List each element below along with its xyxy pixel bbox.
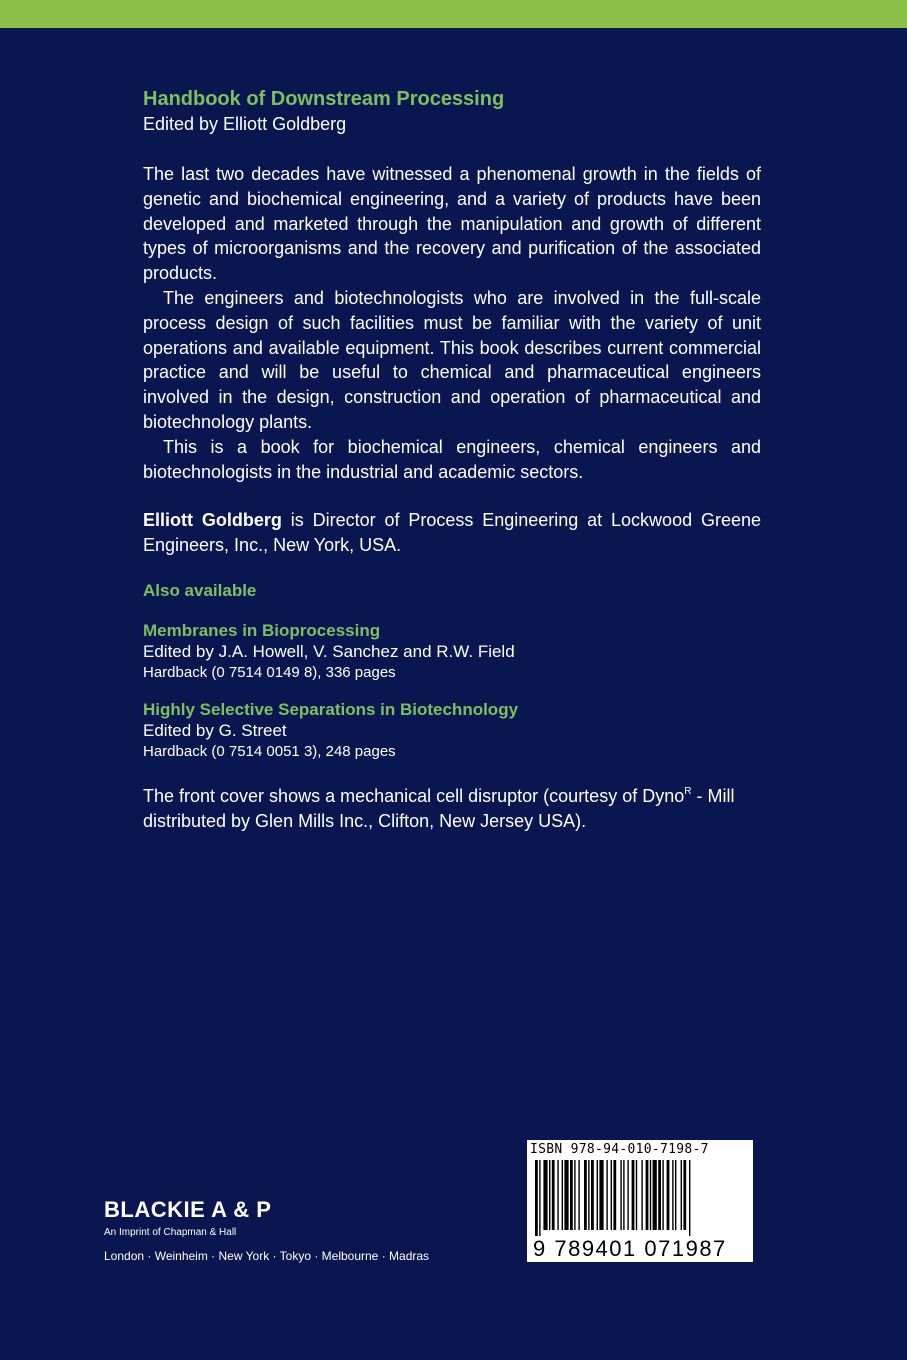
- barcode-bar: [620, 1160, 621, 1230]
- related-book-title: Membranes in Bioprocessing: [143, 620, 381, 640]
- registered-mark: R: [684, 785, 692, 797]
- barcode-bar: [570, 1160, 573, 1230]
- cover-note-text-end: - Mill distributed by Glen Mills Inc., Clifton, New Jersey USA).: [143, 785, 735, 831]
- isbn-label: ISBN 978-94-010-7198-7: [530, 1142, 709, 1157]
- barcode-bar: [646, 1160, 649, 1230]
- barcode-bar: [552, 1160, 555, 1230]
- barcode-bar: [549, 1160, 550, 1230]
- related-book-info: Hardback (0 7514 0149 8), 336 pages: [143, 663, 396, 681]
- barcode-bar: [599, 1160, 603, 1230]
- related-book-info: Hardback (0 7514 0051 3), 248 pages: [143, 742, 396, 760]
- barcode-bar: [539, 1160, 540, 1236]
- barcode-bar: [597, 1160, 598, 1230]
- back-cover-text: [143, 86, 761, 834]
- author-bio-text: is Director of Process Engineering at Lockwood Greene Engineers, Inc., New York, USA.: [143, 510, 761, 556]
- barcode-bar: [662, 1160, 663, 1230]
- barcode-bar: [627, 1160, 628, 1230]
- barcode-bar: [653, 1160, 657, 1230]
- isbn-digits: 9 789401 071987: [533, 1236, 727, 1261]
- also-available-heading: Also available: [143, 580, 257, 600]
- barcode-bar: [650, 1160, 651, 1230]
- isbn-barcode: [527, 1140, 753, 1262]
- barcode-bar: [562, 1160, 563, 1230]
- barcode-bar: [613, 1160, 616, 1230]
- barcode-bar: [623, 1160, 624, 1230]
- related-book: [143, 699, 761, 762]
- publisher-block: [104, 1196, 429, 1264]
- publisher-name: BLACKIE A & P: [104, 1197, 272, 1222]
- barcode-bar: [584, 1160, 587, 1230]
- top-color-bar: [0, 0, 907, 28]
- barcode-bar: [588, 1160, 589, 1230]
- book-editor: Edited by Elliott Goldberg: [143, 114, 347, 134]
- barcode-bar: [672, 1160, 673, 1230]
- barcode-bar: [535, 1160, 538, 1236]
- related-book: [143, 620, 761, 683]
- description-paragraph-1: The last two decades have witnessed a phenomenal growth in the fields of genetic and biochemical engineering, and a variety of products have been developed and marketed through the manipulation and growth of different types of microorganisms and the recovery and purification of the associated products.: [143, 164, 761, 284]
- barcode-bar: [675, 1160, 676, 1230]
- author-name: Elliott Goldberg: [143, 510, 282, 531]
- barcode-bar: [557, 1160, 558, 1230]
- barcode-bar: [564, 1160, 568, 1230]
- barcode-bar: [658, 1160, 661, 1230]
- cover-image-note: [143, 780, 761, 834]
- barcode-bar: [574, 1160, 575, 1230]
- barcode-bar: [578, 1160, 579, 1230]
- related-book-editor: Edited by G. Street: [143, 720, 287, 740]
- description-paragraph-2: The engineers and biotechnologists who are involved in the full-scale process design of such facilities must be familiar with the variety of unit operations and available equipment. This book describes current commercial practice and will be useful to chemical and pharmaceutical engineers involved in the design, construction and operation of pharmaceutical and biotechnology plants.: [143, 287, 761, 432]
- publisher-imprint: An Imprint of Chapman & Hall: [104, 1227, 237, 1238]
- barcode-bar: [591, 1160, 594, 1230]
- barcode-bar: [543, 1160, 547, 1230]
- barcode-bar: [689, 1160, 690, 1236]
- barcode-bar: [636, 1160, 637, 1230]
- author-bio: [143, 508, 761, 558]
- barcode-bar: [641, 1160, 642, 1230]
- barcode-bar: [611, 1160, 612, 1230]
- publisher-cities: London · Weinheim · New York · Tokyo · Melbourne · Madras: [104, 1249, 430, 1263]
- related-book-title: Highly Selective Separations in Biotechnology: [143, 699, 519, 719]
- barcode-bar: [681, 1160, 682, 1230]
- description-paragraph-3: This is a book for biochemical engineers, chemical engineers and biotechnologists in the industrial and academic sectors.: [143, 436, 761, 482]
- barcode-bar: [632, 1160, 635, 1230]
- barcode-icon: [533, 1160, 747, 1236]
- related-book-editor: Edited by J.A. Howell, V. Sanchez and R.W. Field: [143, 641, 515, 661]
- barcode-bar: [606, 1160, 607, 1230]
- barcode-bar: [667, 1160, 670, 1230]
- barcode-bar: [683, 1160, 686, 1230]
- cover-note-text: The front cover shows a mechanical cell disruptor (courtesy of Dyno: [143, 785, 685, 806]
- book-title: Handbook of Downstream Processing: [143, 88, 505, 110]
